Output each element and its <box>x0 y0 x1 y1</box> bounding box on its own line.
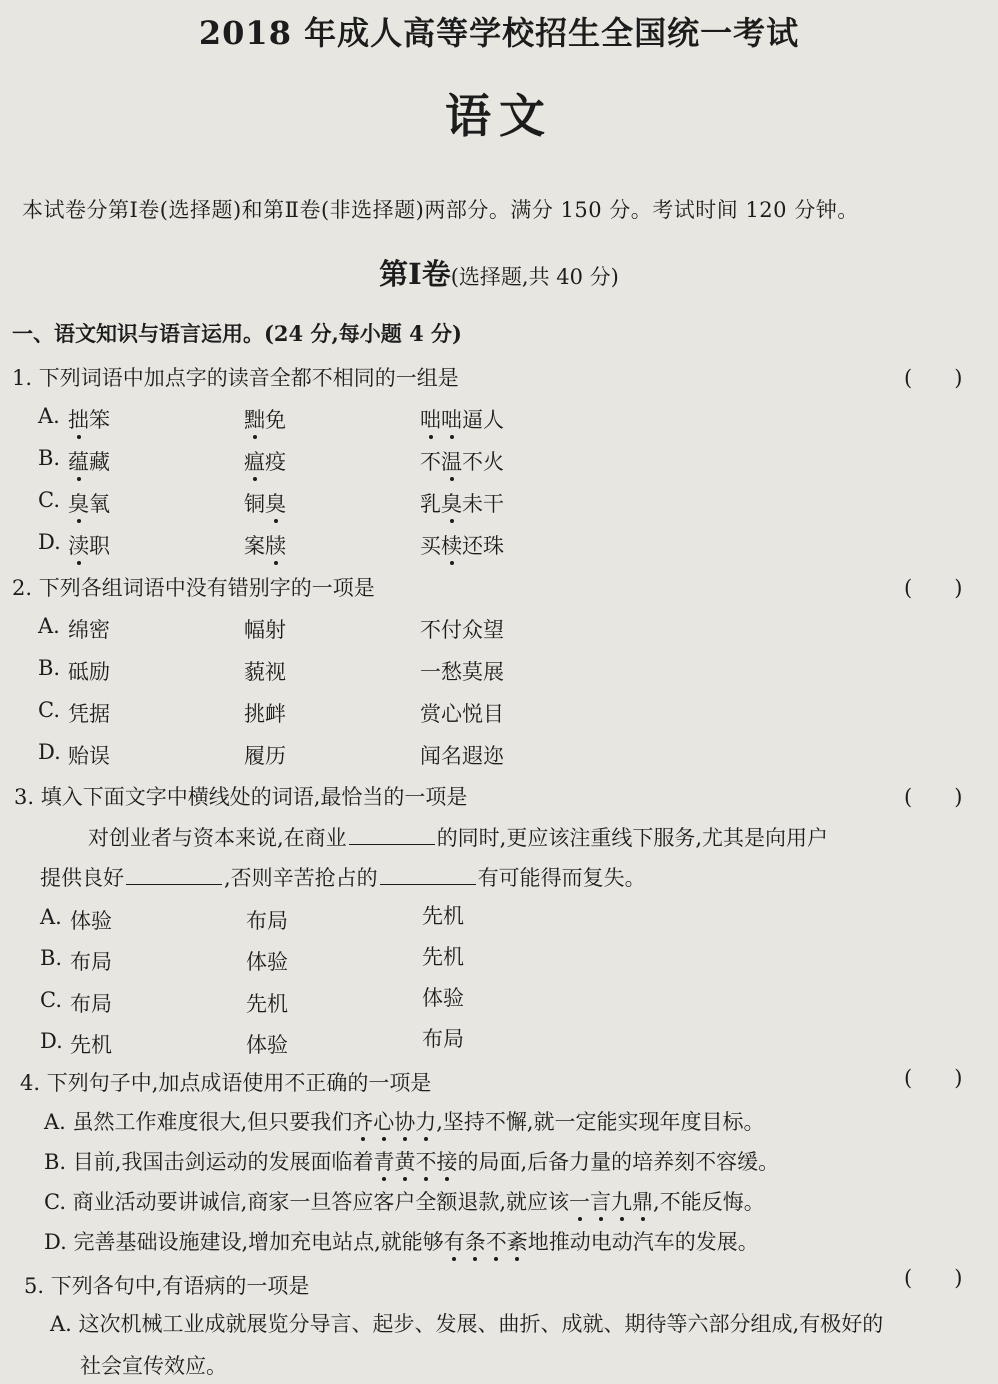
q3-option-c-word1: 布局 <box>70 992 112 1016</box>
q3-blank-1 <box>349 826 435 845</box>
q2-option-c-word2: 挑衅 <box>244 702 286 726</box>
q3-option-c-word2: 先机 <box>246 992 288 1016</box>
q5-option-a-line-1: A. 这次机械工业成就展览分导言、起步、发展、曲折、成就、期待等六部分组成,有极好的 <box>50 1312 884 1336</box>
q1-option-b-word1: 蕴藏 <box>68 450 110 474</box>
question-5-answer-paren: ( ) <box>904 1266 963 1290</box>
exam-title: 2018 年成人高等学校招生全国统一考试 <box>198 14 800 52</box>
q4-option-d: D. 完善基础设施建设,增加充电站点,就能够有条不紊地推动电动汽车的发展。 <box>44 1230 759 1254</box>
q3-blank-3 <box>380 866 476 885</box>
q3-option-a-word3: 先机 <box>422 904 464 928</box>
section-heading <box>0 252 998 293</box>
question-1-answer-paren: ( ) <box>904 366 963 390</box>
section-title: 第Ⅰ卷 <box>379 257 451 291</box>
q1-option-d-word1: 渎职 <box>68 534 110 558</box>
q2-option-a-word3: 不付众望 <box>420 618 504 642</box>
q2-option-c-letter: C. <box>38 698 60 722</box>
q3-option-d-word1: 先机 <box>70 1033 112 1057</box>
q1-option-a-word3: 咄咄逼人 <box>420 408 504 432</box>
q4-option-b: B. 目前,我国击剑运动的发展面临着青黄不接的局面,后备力量的培养刻不容缓。 <box>44 1150 780 1174</box>
q5-option-a-line-2: 社会宣传效应。 <box>80 1354 227 1378</box>
q1-option-a-word2: 黜免 <box>244 408 286 432</box>
q2-option-b-word1: 砥励 <box>68 660 110 684</box>
question-2-answer-paren: ( ) <box>904 576 963 600</box>
q2-option-d-word3: 闻名遐迩 <box>420 744 504 768</box>
question-5-stem: 5. 下列各句中,有语病的一项是 <box>24 1274 310 1298</box>
q3-option-c-word3: 体验 <box>422 986 464 1010</box>
question-3-stem: 3. 填入下面文字中横线处的词语,最恰当的一项是 <box>14 785 468 809</box>
q3-option-a-word1: 体验 <box>70 909 112 933</box>
q3-option-a-word2: 布局 <box>246 909 288 933</box>
question-3-passage-line-1 <box>88 822 828 852</box>
question-3-answer-paren: ( ) <box>904 785 963 809</box>
q3-option-d-word2: 体验 <box>246 1033 288 1057</box>
q4-option-c: C. 商业活动要讲诚信,商家一旦答应客户全额退款,就应该一言九鼎,不能反悔。 <box>44 1190 765 1214</box>
part-heading: 一、语文知识与语言运用。(24 分,每小题 4 分) <box>12 321 462 346</box>
question-3-passage-line-2 <box>40 862 646 892</box>
q3-blank-2 <box>126 866 222 885</box>
q2-option-a-word2: 幅射 <box>244 618 286 642</box>
subject-title: 语文 <box>445 89 553 143</box>
q1-option-c-word2: 铜臭 <box>244 492 286 516</box>
q2-option-a-letter: A. <box>38 614 60 638</box>
q2-option-c-word1: 凭据 <box>68 702 110 726</box>
question-4-stem: 4. 下列句子中,加点成语使用不正确的一项是 <box>20 1071 432 1095</box>
q1-option-b-word3: 不温不火 <box>420 450 504 474</box>
q1-option-d-letter: D. <box>38 530 61 554</box>
q2-option-c-word3: 赏心悦目 <box>420 702 504 726</box>
q3-passage-part-e: 有可能得而复失。 <box>477 866 646 890</box>
q2-option-a-word1: 绵密 <box>68 618 110 642</box>
q3-passage-part-b: 的同时,更应该注重线下服务,尤其是向用户 <box>436 826 829 850</box>
question-1-stem: 1. 下列词语中加点字的读音全都不相同的一组是 <box>12 366 459 390</box>
q3-option-b-letter: B. <box>40 946 63 970</box>
q1-option-c-word1: 臭氧 <box>68 492 110 516</box>
q3-passage-part-a: 对创业者与资本来说,在商业 <box>88 826 347 850</box>
q1-option-d-word2: 案牍 <box>244 534 286 558</box>
q3-option-b-word3: 先机 <box>422 945 464 969</box>
section-subtitle: (选择题,共 40 分) <box>450 265 619 289</box>
q1-option-b-word2: 瘟疫 <box>244 450 286 474</box>
q2-option-b-letter: B. <box>38 656 61 680</box>
q4-option-a: A. 虽然工作难度很大,但只要我们齐心协力,坚持不懈,就一定能实现年度目标。 <box>44 1110 765 1134</box>
q1-option-a-letter: A. <box>38 404 60 428</box>
q1-option-a-word1: 拙笨 <box>68 408 110 432</box>
q1-option-c-word3: 乳臭未干 <box>420 492 504 516</box>
q3-option-c-letter: C. <box>40 988 62 1012</box>
q2-option-b-word3: 一愁莫展 <box>420 660 504 684</box>
q2-option-b-word2: 藐视 <box>244 660 286 684</box>
q1-option-b-letter: B. <box>38 446 61 470</box>
q3-passage-part-c: 提供良好 <box>40 866 124 890</box>
q2-option-d-letter: D. <box>38 740 61 764</box>
q3-option-b-word1: 布局 <box>70 950 112 974</box>
q2-option-d-word2: 履历 <box>244 744 286 768</box>
q1-option-d-word3: 买椟还珠 <box>420 534 504 558</box>
q3-option-a-letter: A. <box>40 905 62 929</box>
q3-option-b-word2: 体验 <box>246 950 288 974</box>
q3-passage-part-d: ,否则辛苦抢占的 <box>224 866 378 890</box>
question-2-stem: 2. 下列各组词语中没有错别字的一项是 <box>12 576 375 600</box>
q1-option-c-letter: C. <box>38 488 60 512</box>
exam-instructions: 本试卷分第Ⅰ卷(选择题)和第Ⅱ卷(非选择题)两部分。满分 150 分。考试时间 120 分钟。 <box>22 198 859 222</box>
q2-option-d-word1: 贻误 <box>68 744 110 768</box>
q3-option-d-word3: 布局 <box>422 1027 464 1051</box>
question-4-answer-paren: ( ) <box>904 1066 963 1090</box>
q3-option-d-letter: D. <box>40 1029 63 1053</box>
